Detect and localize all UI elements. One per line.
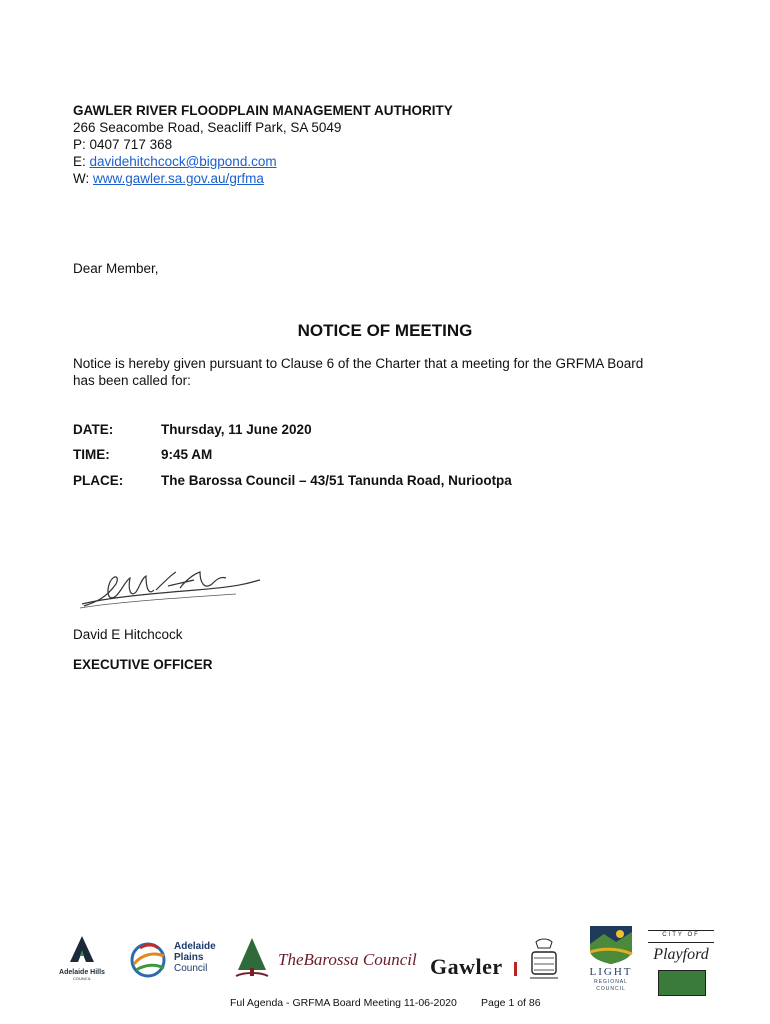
barossa-wordmark [278,950,417,970]
adelaide-plains-logo [128,938,214,980]
gawler-crest-icon [526,938,562,982]
gawler-logo [430,938,570,982]
adelaide-plains-icon [128,938,168,978]
place-value: The Barossa Council – 43/51 Tanunda Road, Nuriootpa [161,473,512,488]
light-sub-2: COUNCIL [596,986,626,992]
light-sub-1: REGIONAL [594,979,628,985]
adelaide-hills-icon [56,934,108,964]
date-label: DATE: [73,422,114,437]
org-email [73,154,277,171]
adelaide-hills-logo [56,934,108,980]
light-wordmark: LIGHT [589,966,633,978]
barossa-council-word: Council [362,950,417,969]
time-value: 9:45 AM [161,447,213,462]
time-label: TIME: [73,447,110,462]
adelaide-hills-label: Adelaide Hills [59,969,105,976]
date-value: Thursday, 11 June 2020 [161,422,312,437]
signatory-name: David E Hitchcock [73,627,183,642]
phone-prefix: P: [73,137,90,152]
email-prefix: E: [73,154,90,169]
signature-image [76,568,266,612]
notice-body-line-2: has been called for: [73,373,191,388]
adelaide-hills-sub: COUNCIL [72,976,91,981]
barossa-name: Barossa [303,950,359,969]
playford-top-rule [648,930,714,931]
phone-number: 0407 717 368 [89,137,173,152]
light-shield-icon [588,924,634,964]
gawler-wordmark: Gawler [430,954,503,979]
web-prefix: W: [73,171,93,186]
adelaide-plains-label-1: Adelaide [174,941,216,952]
light-regional-council-logo [586,924,636,996]
web-link[interactable]: www.gawler.sa.gov.au/grfma [93,171,264,186]
barossa-council-logo [234,936,417,980]
org-web [73,171,264,188]
org-address: 266 Seacombe Road, Seacliff Park, SA 5049 [73,120,342,135]
barossa-the: The [278,950,304,969]
org-phone [73,137,172,154]
notice-title: NOTICE OF MEETING [297,321,473,340]
footer-agenda: Ful Agenda - GRFMA Board Meeting 11-06-2020 [230,997,457,1009]
email-link[interactable]: davidehitchcock@bigpond.com [89,154,277,169]
signatory-role: EXECUTIVE OFFICER [73,657,213,672]
notice-body-line-1: Notice is hereby given pursuant to Clause 6 of the Charter that a meeting for the GRFMA Board [73,356,644,371]
footer-page-number: Page 1 of 86 [481,997,541,1009]
gawler-accent-bar [514,962,517,976]
playford-city-of: CITY OF [662,932,700,938]
barossa-tree-icon [234,936,270,980]
salutation: Dear Member, [73,261,159,276]
org-name: GAWLER RIVER FLOODPLAIN MANAGEMENT AUTHORITY [73,103,453,118]
playford-wordmark: Playford [653,946,709,963]
city-of-playford-logo [648,928,714,996]
playford-landscape-icon [658,970,706,996]
adelaide-plains-label-3: Council [174,963,208,974]
adelaide-plains-label-2: Plains [174,952,204,963]
playford-mid-rule [648,942,714,943]
place-label: PLACE: [73,473,124,488]
